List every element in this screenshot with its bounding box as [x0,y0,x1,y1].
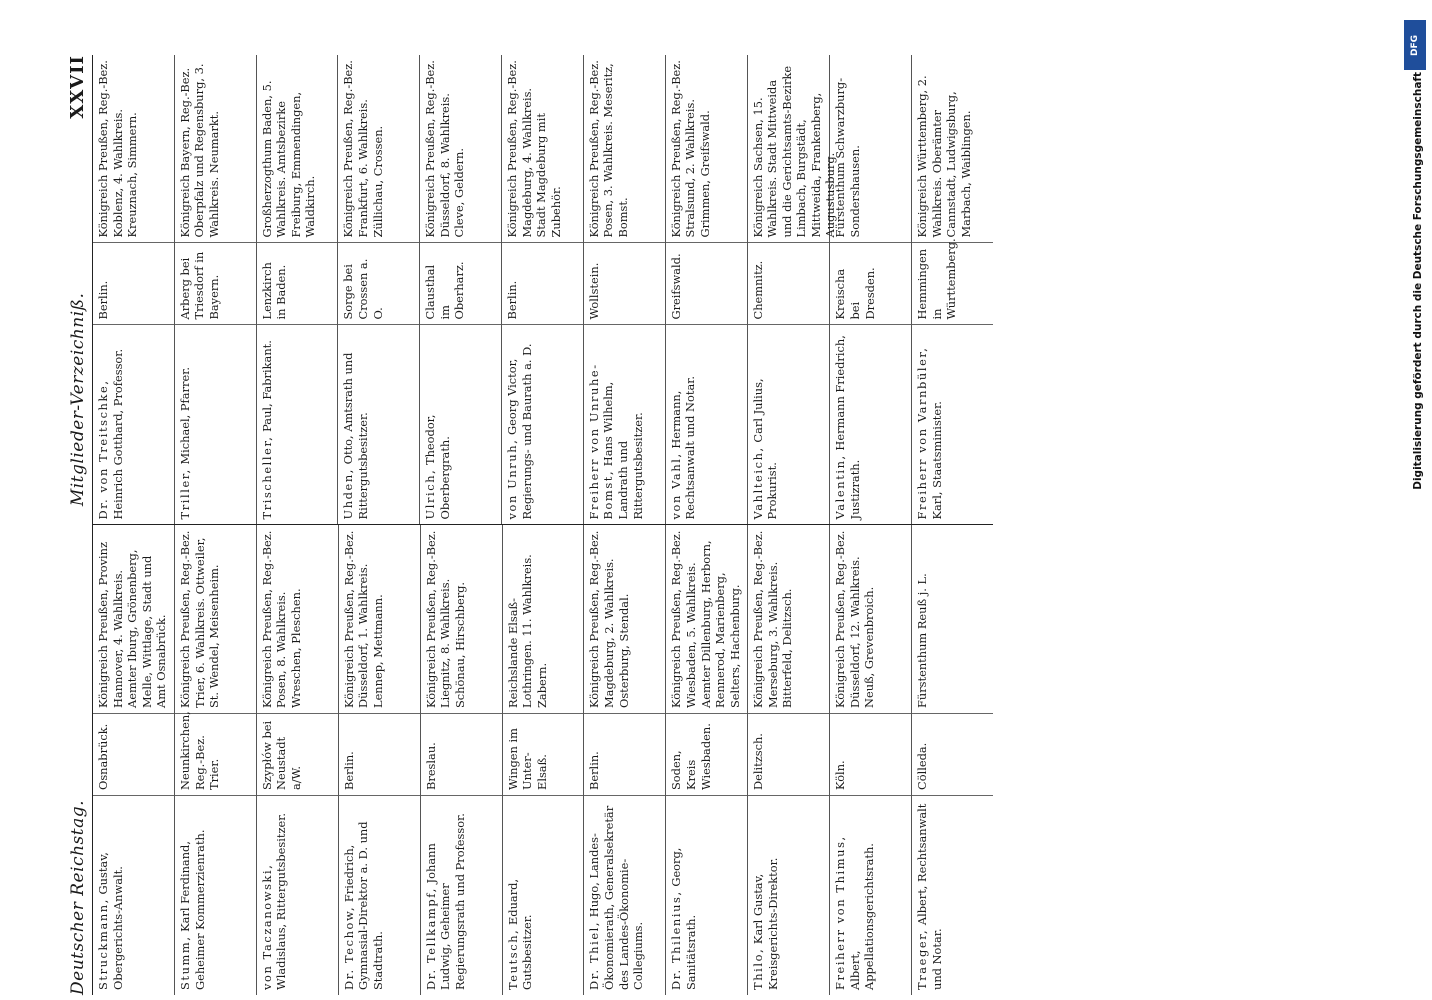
member-details: Albert, Appellationsgerichtsrath. [847,843,877,990]
member-surname: Teutsch, [505,928,520,990]
member-constituency: Königreich Württemberg, 2. Wahlkreis. Oberämter Cannstadt, Ludwigsburg, Marbach, Waiblingen. [915,75,973,238]
member-surname: Ulrich, [423,468,438,520]
member-residence: Wollstein. [584,243,665,325]
member-surname: Freiherr von Varnbüler, [915,346,930,520]
member-name-cell [420,325,501,525]
member-residence: Delitzsch. [748,713,829,795]
rotated-page [60,55,1390,995]
member-constituency: Königreich Preußen, Reg.-Bez. Posen, 8. Wahlkreis. Wreschen, Pleschen. [259,530,303,708]
member-details: Hermann Friedrich, Justizrath. [833,335,862,520]
member-details: Hans Wilhelm, Landrath und Rittergutsbesitzer. [601,381,645,520]
member-details: Theodor, Oberbergrath. [423,414,452,520]
member-surname: Dr. von Treitschke, [96,379,110,520]
member-residence: Neunkirchen, Reg.-Bez. Trier. [175,713,256,795]
member-surname: Trischeller, [259,435,274,520]
member-row [666,526,748,996]
member-constituency: Königreich Sachsen, 15. Wahlkreis. Stadt Mittweida und die Gerichtsamts-Bezirke Limbach, Burgstädt, Mittweida, Frankenberg, Augustusburg. [750,65,838,238]
member-details: Heinrich Gotthard, Professor. [110,348,125,520]
member-surname: Stumm, [177,935,192,990]
member-constituency: Fürstenthum Schwarzburg-Sondershausen. [833,77,862,238]
page-header [60,55,93,995]
member-surname: Dr. Thilenius, [669,890,684,990]
member-name-cell [912,795,993,995]
member-name-cell [338,325,419,525]
member-column-right [93,55,993,525]
member-row [257,526,339,996]
member-name-cell [503,795,584,995]
member-surname: Dr. Thiel, [587,920,602,990]
member-constituency: Königreich Preußen, Reg.-Bez. Düsseldorf, 12. Wahlkreis. Neuß, Grevenbroich. [833,530,877,708]
member-details: Karl, Staatsminister. [929,401,944,520]
member-constituency: Königreich Preußen, Reg.-Bez. Düsseldorf, 8. Wahlkreis. Cleve, Geldern. [423,60,467,238]
member-constituency: Königreich Preußen, Reg.-Bez. Magdeburg, 2. Wahlkreis. Osterburg, Stendal. [587,530,631,708]
member-name-cell [257,325,338,525]
member-details: Karl Gustav, Kreisgerichts-Direktor. [751,857,780,990]
member-name-cell [502,325,583,525]
member-residence: Soden, Kreis Wiesbaden. [666,713,747,795]
member-residence: Greifswald. [666,243,747,325]
member-constituency: Königreich Bayern, Reg.-Bez. Oberpfalz und Regensburg, 3. Wahlkreis. Neumarkt. [177,63,221,238]
member-residence: Wingen im Unter-Elsaß. [503,713,584,795]
member-surname: Vahlteich, [750,446,765,520]
member-name-cell [830,325,911,525]
member-details: Eduard, Gutsbesitzer. [505,878,535,990]
member-constituency: Königreich Preußen, Reg.-Bez. Wiesbaden, 5. Wahlkreis. Aemter Dillenburg, Herborn, Rennerod, Marienberg, Selters, Hachenburg. [669,530,742,708]
member-details: Wladislaus, Rittergutsbesitzer. [274,812,289,990]
member-row [257,55,339,525]
member-residence: Hemmingen in Württemberg. [912,243,993,325]
member-name-cell [666,325,747,525]
member-details: Paul, Fabrikant. [259,340,274,432]
member-residence: Cölleda. [912,713,993,795]
member-row [830,526,912,996]
member-row [666,55,748,525]
member-name-cell [584,325,665,525]
member-residence: Lenzkirch in Baden. [257,243,338,325]
member-row [503,526,585,996]
member-surname: Dr. Tellkampf, [423,887,438,990]
member-name-cell [830,795,911,995]
member-row [584,526,666,996]
member-details: Hugo, Landes-Ökonomierath, Generalsekretär des Landes-Ökonomie-Collegiums. [587,805,646,990]
dfg-logo-icon: DFG [1404,20,1426,70]
member-name-cell [93,325,174,525]
member-residence: Osnabrück. [93,713,174,795]
member-details: Georg Victor, Regierungs- und Baurath a. D. [505,343,534,520]
member-name-cell [339,795,420,995]
member-residence: Breslau. [421,713,502,795]
member-details: Carl Julius, Prokurist. [750,378,780,520]
member-row [93,55,175,525]
member-table [93,55,993,995]
member-residence: Arberg bei Triesdorf in Bayern. [175,243,256,325]
member-surname: Freiherr von Thimus, [833,835,848,990]
member-details: Gustav, Obergerichts-Anwalt. [96,852,125,990]
member-surname: von Vahl, [668,452,683,520]
member-row [339,526,421,996]
member-column-left [93,525,993,996]
member-residence: Köln. [830,713,911,795]
member-name-cell [748,795,829,995]
member-residence: Clausthal im Oberharz. [420,243,501,325]
member-row [912,526,993,996]
member-row [93,526,175,996]
member-row [175,526,257,996]
member-constituency: Königreich Preußen, Reg.-Bez. Düsseldorf, 1. Wahlkreis. Lennep, Mettmann. [341,530,385,708]
member-row [420,55,502,525]
member-surname: Uhden, [341,467,356,520]
member-residence: Sorge bei Crossen a. O. [338,243,419,325]
member-details: Karl Ferdinand, Geheimer Kommerzienrath. [177,829,207,990]
member-residence: Chemnitz. [748,243,830,325]
member-constituency: Königreich Preußen, Provinz Hannover, 4. Wahlkreis. Aemter Iburg, Grönenberg, Melle, Wittlage, Stadt und Amt Osnabrück. [96,542,169,708]
member-name-cell [748,325,830,525]
member-constituency: Königreich Preußen, Reg.-Bez. Posen, 3. Wahlkreis. Meseritz, Bomst. [586,60,631,238]
member-residence: Berlin. [502,243,583,325]
member-details: Georg, Sanitätsrath. [669,847,698,990]
running-title-center: Mitglieder-Verzeichniß. [68,292,88,507]
member-surname: Traeger, [915,928,930,990]
member-row [748,55,838,525]
member-name-cell [175,795,256,995]
member-name-cell [175,325,256,525]
member-constituency: Reichslande Elsaß-Lothringen. 11. Wahlkreis. Zabern. [505,554,549,708]
member-constituency: Königreich Preußen, Reg.-Bez. Trier, 6. Wahlkreis. Ottweiler, St. Wendel, Meisenheim. [177,530,222,708]
member-residence: Berlin. [93,243,174,325]
member-surname: Struckmann, [96,898,110,990]
member-constituency: Königreich Preußen, Reg.-Bez. Liegnitz, 8. Wahlkreis. Schönau, Hirschberg. [423,530,467,708]
member-name-cell [421,795,502,995]
member-details: Friedrich, Gymnasial-Direktor a. D. und Stadtrath. [341,821,385,990]
member-surname: Triller, [177,468,192,520]
member-residence: Szypłów bei Neustadt a/W. [257,713,338,795]
member-surname: Valentin, [833,454,848,520]
member-row [830,55,912,525]
member-name-cell [93,795,174,995]
member-constituency: Königreich Preußen, Reg.-Bez. Koblenz, 4. Wahlkreis. Kreuznach, Simmern. [96,60,140,238]
member-surname: Dr. Techow, [341,905,356,990]
member-row [421,526,503,996]
member-residence: Kreischa bei Dresden. [830,243,911,325]
member-details: Albert, Rechtsanwalt und Notar. [915,803,944,990]
member-surname: von Unruh, [505,438,520,520]
running-title-left: Deutscher Reichstag. [68,800,88,995]
member-row [338,55,420,525]
member-row [584,55,666,525]
member-row [502,55,584,525]
member-details: Otto, Amtsrath und Rittergutsbesitzer. [341,352,371,520]
member-name-cell [666,795,747,995]
member-residence: Berlin. [584,713,665,795]
member-surname: Thilo, [751,947,766,990]
member-surname: von Taczanowski, [259,863,274,990]
member-name-cell [584,795,665,995]
member-constituency: Fürstenthum Reuß j. L. [915,573,930,708]
member-residence: Berlin. [339,713,420,795]
member-name-cell [257,795,338,995]
digitization-sidebar [1390,10,1432,1000]
member-name-cell [912,325,993,525]
digitization-credit: Digitalisierung gefördert durch die Deutsche Forschungsgemeinschaft [1412,72,1424,490]
member-details: Johann Ludwig, Geheimer Regierungsrath und Professor. [423,813,467,990]
member-constituency: Königreich Preußen, Reg.-Bez. Merseburg, 3. Wahlkreis. Bitterfeld, Delitzsch. [751,530,795,708]
member-row [748,526,830,996]
member-row [912,55,993,525]
member-surname: Freiherr von Unruhe-Bomst, [586,363,616,520]
page-number: XXVII [67,55,88,119]
member-constituency: Königreich Preußen, Reg.-Bez. Magdeburg, 4. Wahlkreis. Stadt Magdeburg mit Zubehör. [505,60,563,238]
member-constituency: Großherzogthum Baden, 5. Wahlkreis. Amtsbezirke Freiburg, Emmendingen, Waldkirch. [259,80,318,238]
member-constituency: Königreich Preußen, Reg.-Bez. Frankfurt, 6. Wahlkreis. Züllichau, Crossen. [341,60,385,238]
member-details: Hermann, Rechtsanwalt und Notar. [668,375,698,520]
member-constituency: Königreich Preußen, Reg.-Bez. Stralsund, 2. Wahlkreis. Grimmen, Greifswald. [668,60,712,238]
member-details: Michael, Pfarrer. [177,366,192,465]
member-row [175,55,257,525]
